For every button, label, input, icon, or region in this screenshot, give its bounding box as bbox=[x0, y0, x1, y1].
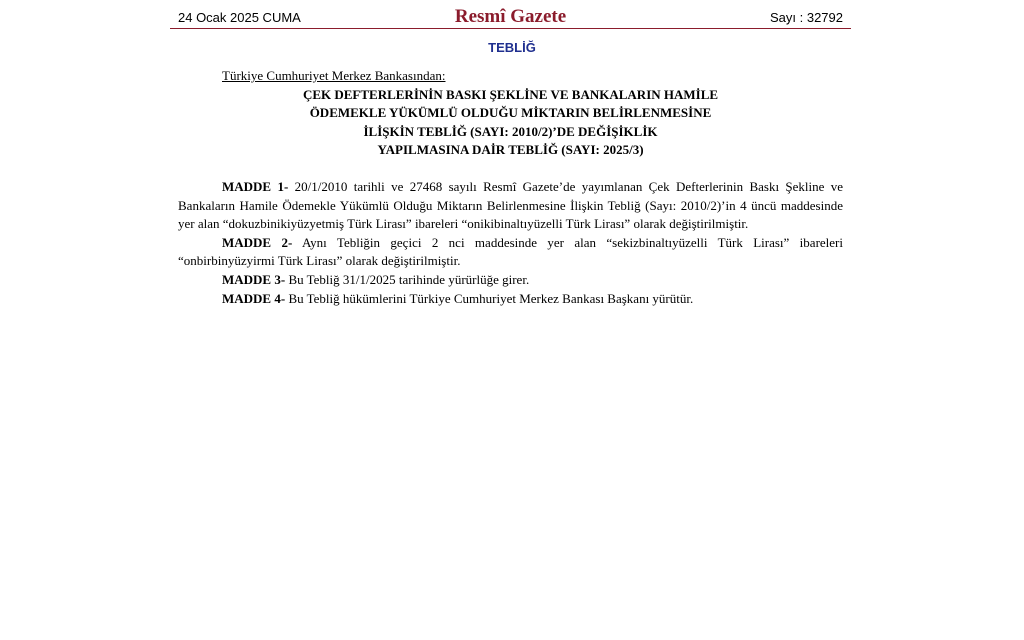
document-title-line: ÇEK DEFTERLERİNİN BASKI ŞEKLİNE VE BANKALARIN HAMİLE bbox=[302, 86, 719, 102]
header-date: 24 Ocak 2025 CUMA bbox=[178, 10, 301, 25]
article-2 bbox=[178, 234, 843, 271]
article-3 bbox=[178, 271, 843, 290]
header-title: Resmî Gazete bbox=[454, 6, 567, 27]
article-4 bbox=[178, 290, 843, 309]
article-text: Aynı Tebliğin geçici 2 nci maddesinde yer alan “sekizbinaltıyüzelli Türk Lirası” ibareleri “onbirbinyüzyirmi Türk Lirası” olarak değiştirilmiştir. bbox=[178, 234, 843, 269]
header-issue-number: Sayı : 32792 bbox=[770, 10, 843, 25]
section-label: TEBLİĞ bbox=[488, 40, 536, 55]
articles bbox=[178, 178, 843, 308]
article-label: MADDE 1- bbox=[222, 178, 289, 194]
page-header bbox=[170, 6, 851, 29]
document-title-line: ÖDEMEKLE YÜKÜMLÜ OLDUĞU MİKTARIN BELİRLENMESİNE bbox=[309, 105, 712, 121]
article-text: Bu Tebliğ hükümlerini Türkiye Cumhuriyet Merkez Bankası Başkanı yürütür. bbox=[288, 290, 694, 306]
document-title bbox=[178, 86, 843, 160]
article-label: MADDE 4- bbox=[222, 290, 286, 306]
article-text: Bu Tebliğ 31/1/2025 tarihinde yürürlüğe girer. bbox=[288, 271, 530, 287]
article-text: 20/1/2010 tarihli ve 27468 sayılı Resmî Gazete’de yayımlanan Çek Defterlerinin Baskı Şekline ve Bankaların Hamile Ödemekle Yükümlü Olduğu Miktarın Belirlenmesine İlişkin Tebliğ (Sayı: 2010/2)’in 4 üncü maddesinde yer alan “dokuzbinikiyüzyetmiş Türk Lirası” ibareleri “onikibinaltıyüzelli Türk Lirası” olarak değiştirilmiştir. bbox=[178, 178, 844, 232]
issuer-line: Türkiye Cumhuriyet Merkez Bankasından: bbox=[222, 68, 446, 83]
document-body bbox=[178, 67, 843, 308]
article-label: MADDE 2- bbox=[222, 234, 293, 250]
document-title-line: YAPILMASINA DAİR TEBLİĞ (SAYI: 2025/3) bbox=[377, 142, 644, 158]
article-1 bbox=[178, 178, 843, 234]
article-label: MADDE 3- bbox=[222, 271, 286, 287]
document-title-line: İLİŞKİN TEBLİĞ (SAYI: 2010/2)’DE DEĞİŞİKLİK bbox=[363, 123, 658, 139]
